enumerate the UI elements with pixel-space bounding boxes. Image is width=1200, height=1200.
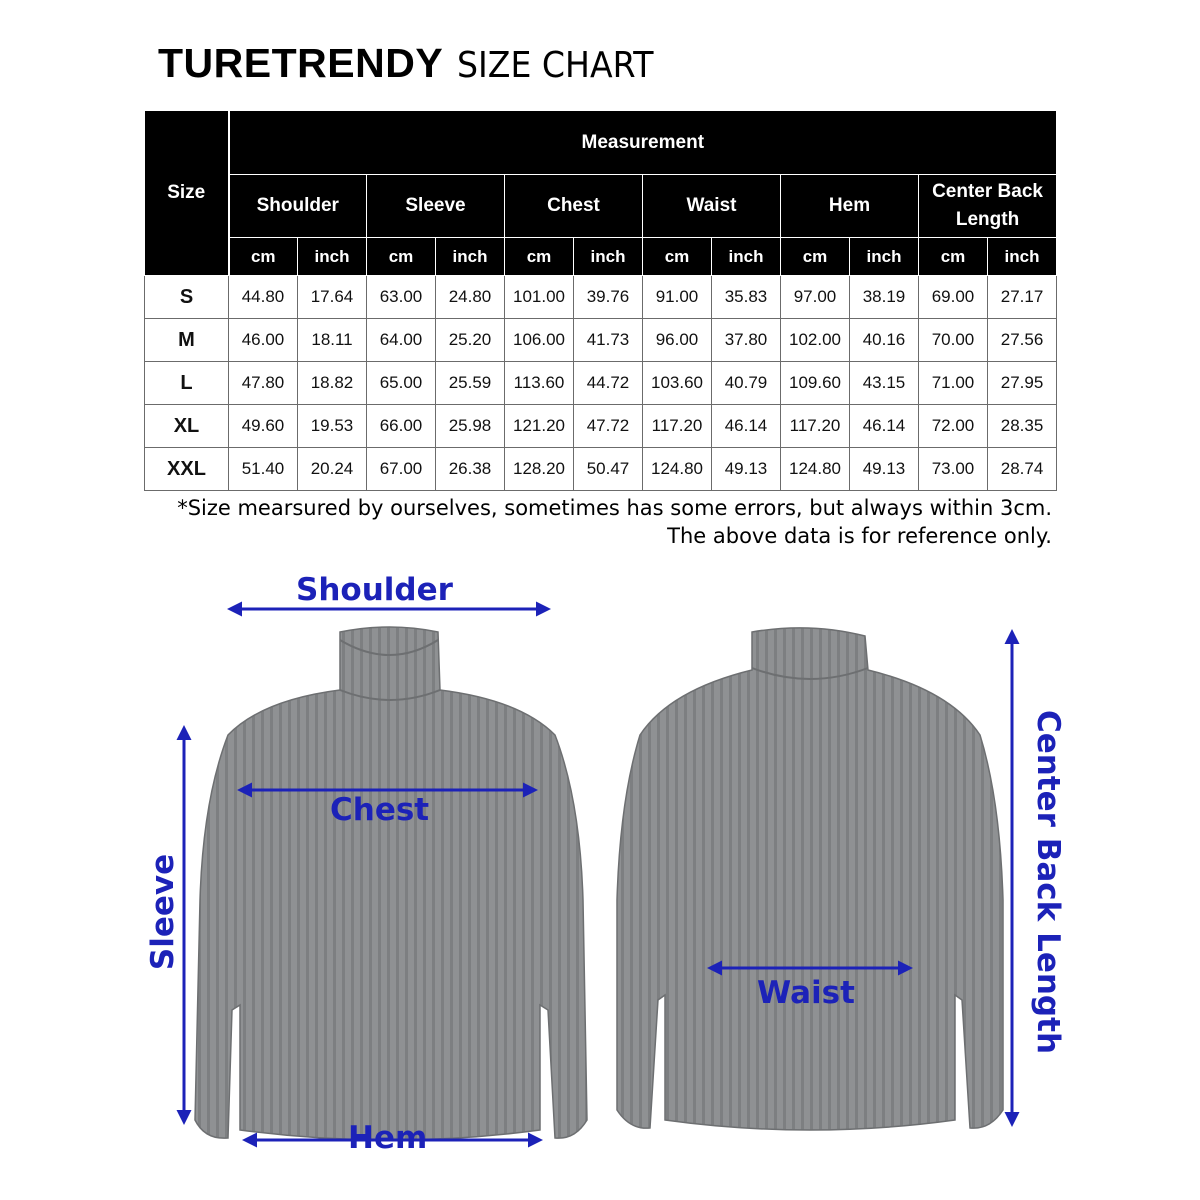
size-label: XXL bbox=[145, 448, 229, 491]
front-sweater-image bbox=[195, 627, 587, 1140]
table-cell: 40.16 bbox=[850, 319, 919, 362]
table-cell: 72.00 bbox=[919, 405, 988, 448]
unit-cm: cm bbox=[229, 238, 298, 276]
unit-inch: inch bbox=[298, 238, 367, 276]
table-cell: 41.73 bbox=[574, 319, 643, 362]
header-hem: Hem bbox=[781, 175, 919, 238]
table-cell: 27.95 bbox=[988, 362, 1057, 405]
note-line-2: The above data is for reference only. bbox=[667, 524, 1052, 548]
table-cell: 25.98 bbox=[436, 405, 505, 448]
table-cell: 25.20 bbox=[436, 319, 505, 362]
header-center-back-length: Center Back Length bbox=[919, 175, 1057, 238]
waist-label: Waist bbox=[757, 975, 855, 1011]
table-cell: 70.00 bbox=[919, 319, 988, 362]
header-shoulder: Shoulder bbox=[229, 175, 367, 238]
table-cell: 106.00 bbox=[505, 319, 574, 362]
table-cell: 124.80 bbox=[781, 448, 850, 491]
size-label: M bbox=[145, 319, 229, 362]
table-cell: 18.11 bbox=[298, 319, 367, 362]
table-cell: 69.00 bbox=[919, 276, 988, 319]
unit-inch: inch bbox=[988, 238, 1057, 276]
table-cell: 27.56 bbox=[988, 319, 1057, 362]
table-cell: 20.24 bbox=[298, 448, 367, 491]
table-cell: 44.80 bbox=[229, 276, 298, 319]
table-cell: 65.00 bbox=[367, 362, 436, 405]
table-cell: 35.83 bbox=[712, 276, 781, 319]
table-cell: 47.72 bbox=[574, 405, 643, 448]
table-cell: 44.72 bbox=[574, 362, 643, 405]
table-cell: 25.59 bbox=[436, 362, 505, 405]
table-cell: 46.00 bbox=[229, 319, 298, 362]
table-cell: 71.00 bbox=[919, 362, 988, 405]
table-cell: 19.53 bbox=[298, 405, 367, 448]
table-cell: 113.60 bbox=[505, 362, 574, 405]
table-cell: 51.40 bbox=[229, 448, 298, 491]
size-label: L bbox=[145, 362, 229, 405]
unit-cm: cm bbox=[367, 238, 436, 276]
header-waist: Waist bbox=[643, 175, 781, 238]
table-cell: 63.00 bbox=[367, 276, 436, 319]
size-label: XL bbox=[145, 405, 229, 448]
table-cell: 49.13 bbox=[850, 448, 919, 491]
chest-label: Chest bbox=[330, 792, 430, 828]
table-cell: 128.20 bbox=[505, 448, 574, 491]
unit-cm: cm bbox=[919, 238, 988, 276]
header-chest: Chest bbox=[505, 175, 643, 238]
table-cell: 67.00 bbox=[367, 448, 436, 491]
table-cell: 40.79 bbox=[712, 362, 781, 405]
table-cell: 46.14 bbox=[850, 405, 919, 448]
shoulder-label: Shoulder bbox=[296, 572, 453, 608]
table-cell: 39.76 bbox=[574, 276, 643, 319]
center-back-length-label: Center Back Length bbox=[1030, 709, 1066, 1055]
size-column-header: Size bbox=[145, 111, 229, 276]
table-cell: 101.00 bbox=[505, 276, 574, 319]
table-cell: 50.47 bbox=[574, 448, 643, 491]
table-cell: 117.20 bbox=[781, 405, 850, 448]
table-cell: 66.00 bbox=[367, 405, 436, 448]
table-cell: 26.38 bbox=[436, 448, 505, 491]
table-cell: 49.13 bbox=[712, 448, 781, 491]
table-cell: 47.80 bbox=[229, 362, 298, 405]
table-cell: 121.20 bbox=[505, 405, 574, 448]
table-cell: 73.00 bbox=[919, 448, 988, 491]
measurement-group-header: Measurement bbox=[229, 111, 1057, 175]
table-cell: 124.80 bbox=[643, 448, 712, 491]
size-label: S bbox=[145, 276, 229, 319]
sleeve-label: Sleeve bbox=[145, 853, 181, 971]
note-line-1: *Size mearsured by ourselves, sometimes has some errors, but always within 3cm. bbox=[177, 496, 1052, 520]
table-cell: 64.00 bbox=[367, 319, 436, 362]
unit-inch: inch bbox=[712, 238, 781, 276]
table-cell: 37.80 bbox=[712, 319, 781, 362]
table-cell: 97.00 bbox=[781, 276, 850, 319]
unit-inch: inch bbox=[850, 238, 919, 276]
header-sleeve: Sleeve bbox=[367, 175, 505, 238]
unit-cm: cm bbox=[505, 238, 574, 276]
unit-cm: cm bbox=[781, 238, 850, 276]
table-cell: 117.20 bbox=[643, 405, 712, 448]
table-cell: 27.17 bbox=[988, 276, 1057, 319]
unit-inch: inch bbox=[574, 238, 643, 276]
table-cell: 28.74 bbox=[988, 448, 1057, 491]
table-cell: 102.00 bbox=[781, 319, 850, 362]
table-cell: 109.60 bbox=[781, 362, 850, 405]
brand-name: TURETRENDY bbox=[158, 40, 444, 86]
table-cell: 46.14 bbox=[712, 405, 781, 448]
table-cell: 43.15 bbox=[850, 362, 919, 405]
hem-label: Hem bbox=[348, 1120, 428, 1156]
table-cell: 28.35 bbox=[988, 405, 1057, 448]
table-cell: 103.60 bbox=[643, 362, 712, 405]
table-cell: 91.00 bbox=[643, 276, 712, 319]
table-cell: 18.82 bbox=[298, 362, 367, 405]
unit-cm: cm bbox=[643, 238, 712, 276]
unit-inch: inch bbox=[436, 238, 505, 276]
table-cell: 49.60 bbox=[229, 405, 298, 448]
table-cell: 38.19 bbox=[850, 276, 919, 319]
back-sweater-image bbox=[617, 628, 1003, 1130]
table-cell: 17.64 bbox=[298, 276, 367, 319]
table-cell: 24.80 bbox=[436, 276, 505, 319]
chart-subtitle: SIZE CHART bbox=[457, 45, 654, 86]
table-cell: 96.00 bbox=[643, 319, 712, 362]
